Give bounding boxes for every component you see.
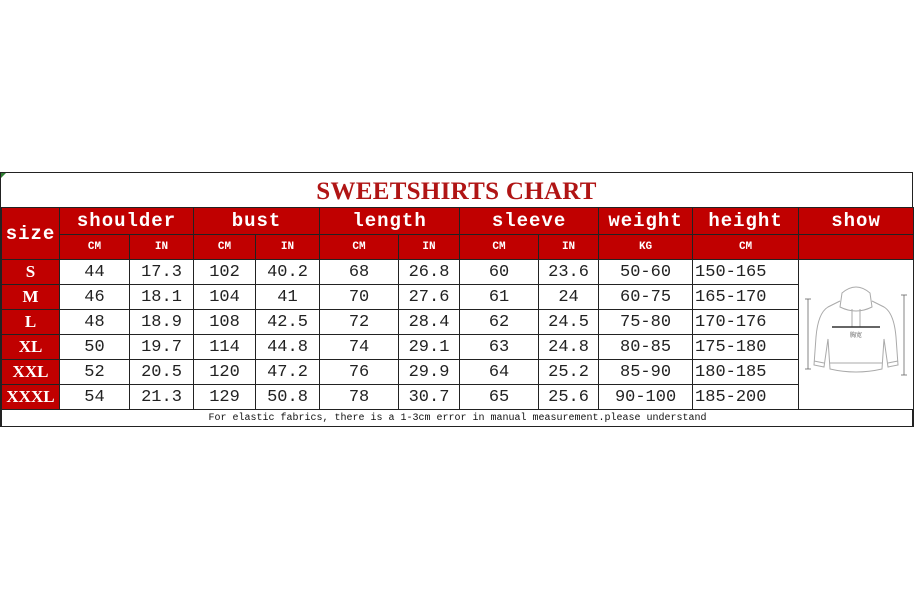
cell: 50.8 xyxy=(256,385,320,410)
cell: 76 xyxy=(320,360,399,385)
header-show: show xyxy=(799,208,914,235)
header-length: length xyxy=(320,208,460,235)
table-row xyxy=(2,285,914,310)
cell: 80-85 xyxy=(599,335,693,360)
header-sleeve: sleeve xyxy=(460,208,599,235)
cell: 17.3 xyxy=(130,260,194,285)
cell: 61 xyxy=(460,285,539,310)
header-weight: weight xyxy=(599,208,693,235)
cell: 60-75 xyxy=(599,285,693,310)
cell: 40.2 xyxy=(256,260,320,285)
cell: 90-100 xyxy=(599,385,693,410)
cell: 150-165 xyxy=(693,260,799,285)
cell: 62 xyxy=(460,310,539,335)
cell: 72 xyxy=(320,310,399,335)
cell: 25.2 xyxy=(539,360,599,385)
unit-bust-cm: CM xyxy=(194,235,256,260)
cell: 68 xyxy=(320,260,399,285)
size-table xyxy=(1,207,914,427)
cell: 44 xyxy=(60,260,130,285)
cell: 120 xyxy=(194,360,256,385)
cell: 102 xyxy=(194,260,256,285)
cell: 30.7 xyxy=(399,385,460,410)
cell: 44.8 xyxy=(256,335,320,360)
cell: 50 xyxy=(60,335,130,360)
unit-weight-kg: KG xyxy=(599,235,693,260)
table-row xyxy=(2,310,914,335)
header-size: size xyxy=(2,208,60,260)
cell: 180-185 xyxy=(693,360,799,385)
cell: 170-176 xyxy=(693,310,799,335)
unit-shoulder-cm: CM xyxy=(60,235,130,260)
header-shoulder: shoulder xyxy=(60,208,194,235)
cell: 64 xyxy=(460,360,539,385)
cell: 18.1 xyxy=(130,285,194,310)
cell: 54 xyxy=(60,385,130,410)
footnote-row xyxy=(2,410,914,427)
cell: 29.9 xyxy=(399,360,460,385)
table-row xyxy=(2,335,914,360)
cell: 20.5 xyxy=(130,360,194,385)
cell: 108 xyxy=(194,310,256,335)
cell: 85-90 xyxy=(599,360,693,385)
table-row xyxy=(2,385,914,410)
size-label: XL xyxy=(2,335,60,360)
cell: 78 xyxy=(320,385,399,410)
chart-title: SWEETSHIRTS CHART xyxy=(1,173,912,208)
show-cell xyxy=(799,260,914,410)
unit-height-cm: CM xyxy=(693,235,799,260)
unit-sleeve-in: IN xyxy=(539,235,599,260)
unit-bust-in: IN xyxy=(256,235,320,260)
cell: 42.5 xyxy=(256,310,320,335)
cell: 65 xyxy=(460,385,539,410)
unit-shoulder-in: IN xyxy=(130,235,194,260)
cell: 165-170 xyxy=(693,285,799,310)
cell: 18.9 xyxy=(130,310,194,335)
cell: 23.6 xyxy=(539,260,599,285)
footnote: For elastic fabrics, there is a 1-3cm error in manual measurement.please understand xyxy=(2,410,914,427)
cell: 63 xyxy=(460,335,539,360)
cell: 74 xyxy=(320,335,399,360)
size-label: XXL xyxy=(2,360,60,385)
cell: 19.7 xyxy=(130,335,194,360)
cell: 75-80 xyxy=(599,310,693,335)
cell: 47.2 xyxy=(256,360,320,385)
size-label: M xyxy=(2,285,60,310)
cell: 48 xyxy=(60,310,130,335)
cell: 28.4 xyxy=(399,310,460,335)
cell: 21.3 xyxy=(130,385,194,410)
unit-length-in: IN xyxy=(399,235,460,260)
header-bust: bust xyxy=(194,208,320,235)
unit-show xyxy=(799,235,914,260)
hoodie-measurement-icon xyxy=(800,277,912,387)
cell: 50-60 xyxy=(599,260,693,285)
size-chart xyxy=(0,172,913,427)
cell: 70 xyxy=(320,285,399,310)
header-height: height xyxy=(693,208,799,235)
cell: 25.6 xyxy=(539,385,599,410)
table-row xyxy=(2,360,914,385)
cell: 41 xyxy=(256,285,320,310)
cell: 26.8 xyxy=(399,260,460,285)
unit-sleeve-cm: CM xyxy=(460,235,539,260)
cell: 24.5 xyxy=(539,310,599,335)
header-row-groups xyxy=(2,208,914,235)
cell: 24.8 xyxy=(539,335,599,360)
cell: 46 xyxy=(60,285,130,310)
cell: 27.6 xyxy=(399,285,460,310)
cell: 104 xyxy=(194,285,256,310)
cell: 129 xyxy=(194,385,256,410)
size-label: L xyxy=(2,310,60,335)
cell: 52 xyxy=(60,360,130,385)
header-row-units xyxy=(2,235,914,260)
table-row xyxy=(2,260,914,285)
unit-length-cm: CM xyxy=(320,235,399,260)
svg-text:胸宽: 胸宽 xyxy=(850,333,863,339)
size-label: S xyxy=(2,260,60,285)
cell: 185-200 xyxy=(693,385,799,410)
cell: 29.1 xyxy=(399,335,460,360)
cell: 175-180 xyxy=(693,335,799,360)
cell: 60 xyxy=(460,260,539,285)
size-label: XXXL xyxy=(2,385,60,410)
cell: 114 xyxy=(194,335,256,360)
cell: 24 xyxy=(539,285,599,310)
